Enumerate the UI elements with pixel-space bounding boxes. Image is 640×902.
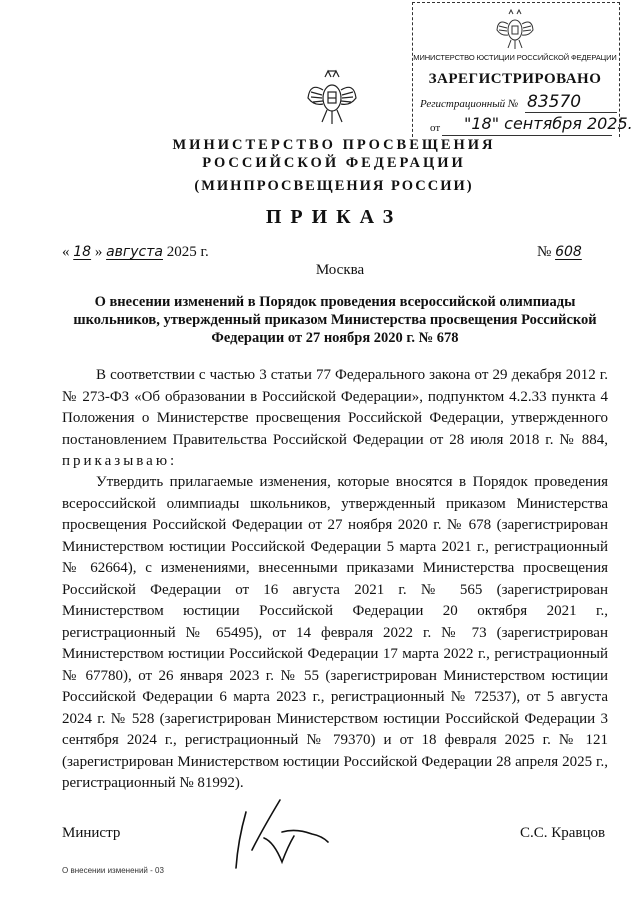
stamp-number-underline [525, 112, 617, 113]
signatory-name: С.С. Кравцов [520, 825, 606, 841]
stamp-ministry: МИНИСТЕРСТВО ЮСТИЦИИ РОССИЙСКОЙ ФЕДЕРАЦИИ [413, 53, 617, 62]
order-number-label: № [537, 244, 552, 260]
ministry-name-line2: РОССИЙСКОЙ ФЕДЕРАЦИИ [202, 155, 466, 171]
footer-filename: О внесении изменений - 03 [62, 866, 164, 875]
ministry-short-name: (МИНПРОСВЕЩЕНИЯ РОССИИ) [194, 178, 474, 194]
order-title-line3: Федерации от 27 ноября 2020 г. № 678 [211, 330, 459, 346]
document-type: ПРИКАЗ [265, 206, 403, 228]
registration-stamp [412, 2, 633, 140]
order-number [537, 244, 582, 261]
order-year: 2025 г. [166, 244, 209, 260]
quote-close: » [94, 244, 103, 260]
stamp-registered-label: ЗАРЕГИСТРИРОВАНО [428, 71, 602, 87]
stamp-coat-of-arms-icon [495, 8, 535, 57]
order-month: августа [106, 244, 163, 260]
stamp-date [448, 114, 633, 133]
stamp-reg-number: 83570 [527, 92, 582, 112]
order-command: приказываю: [62, 453, 178, 469]
handwritten-signature [222, 790, 332, 875]
order-day: 18 [73, 244, 92, 260]
quote-open: « [62, 244, 70, 260]
coat-of-arms-icon [306, 68, 358, 133]
body-paragraph-1 [62, 365, 608, 473]
order-title-line2: школьников, утвержденный приказом Министерства просвещения Российской [73, 312, 597, 328]
stamp-date-handwritten: "18" сентября 2025. [464, 114, 633, 133]
preamble-text: В соответствии с частью 3 статьи 77 Федерального закона от 29 декабря 2012 г. № 273-ФЗ «Об образовании в Российской Федерации», подпунктом 4.2.33 пункта 4 Положения о Министерстве просвещения Российской Федерации, утвержденного постановлением Правительства Российской Федерации от 28 июля 2018 г. № 884, [62, 367, 608, 448]
city: Москва [315, 262, 365, 278]
order-title [62, 293, 608, 347]
order-date [62, 244, 209, 261]
order-title-line1: О внесении изменений в Порядок проведения всероссийской олимпиады [94, 294, 576, 310]
body-paragraph-2: Утвердить прилагаемые изменения, которые вносятся в Порядок проведения всероссийской олимпиады школьников, утвержденный приказом Министерства просвещения Российской Федерации от 27 ноября 2020 г. № 678 (зарегистрирован Министерством юстиции Российской Федерации 5 марта 2021 г., регистрационный № 62664), с изменениями, внесенными приказами Министерства просвещения Российской Федерации от 16 августа 2021 г. № 565 (зарегистрирован Министерством юстиции Российской Федерации 20 октября 2021 г., регистрационный № 65495), от 14 февраля 2022 г. № 73 (зарегистрирован Министерством юстиции Российской Федерации 17 марта 2022 г., регистрационный № 67780), от 26 января 2023 г. № 55 (зарегистрирован Министерством юстиции Российской Федерации 6 марта 2023 г., регистрационный № 72537), от 5 августа 2024 г. № 528 (зарегистрирован Министерством юстиции Российской Федерации 3 сентября 2024 г., регистрационный № 79370) и от 18 февраля 2025 г. № 121 (зарегистрирован Министерством юстиции Российской Федерации 28 апреля 2025 г., регистрационный № 81992). [62, 474, 608, 791]
stamp-reg-number-label: Регистрационный № [420, 98, 519, 110]
ministry-name [150, 136, 518, 172]
stamp-date-prefix: от [430, 122, 441, 134]
signatory-position: Министр [62, 825, 121, 841]
ministry-name-line1: МИНИСТЕРСТВО ПРОСВЕЩЕНИЯ [172, 137, 496, 153]
order-number-value: 608 [555, 244, 582, 260]
